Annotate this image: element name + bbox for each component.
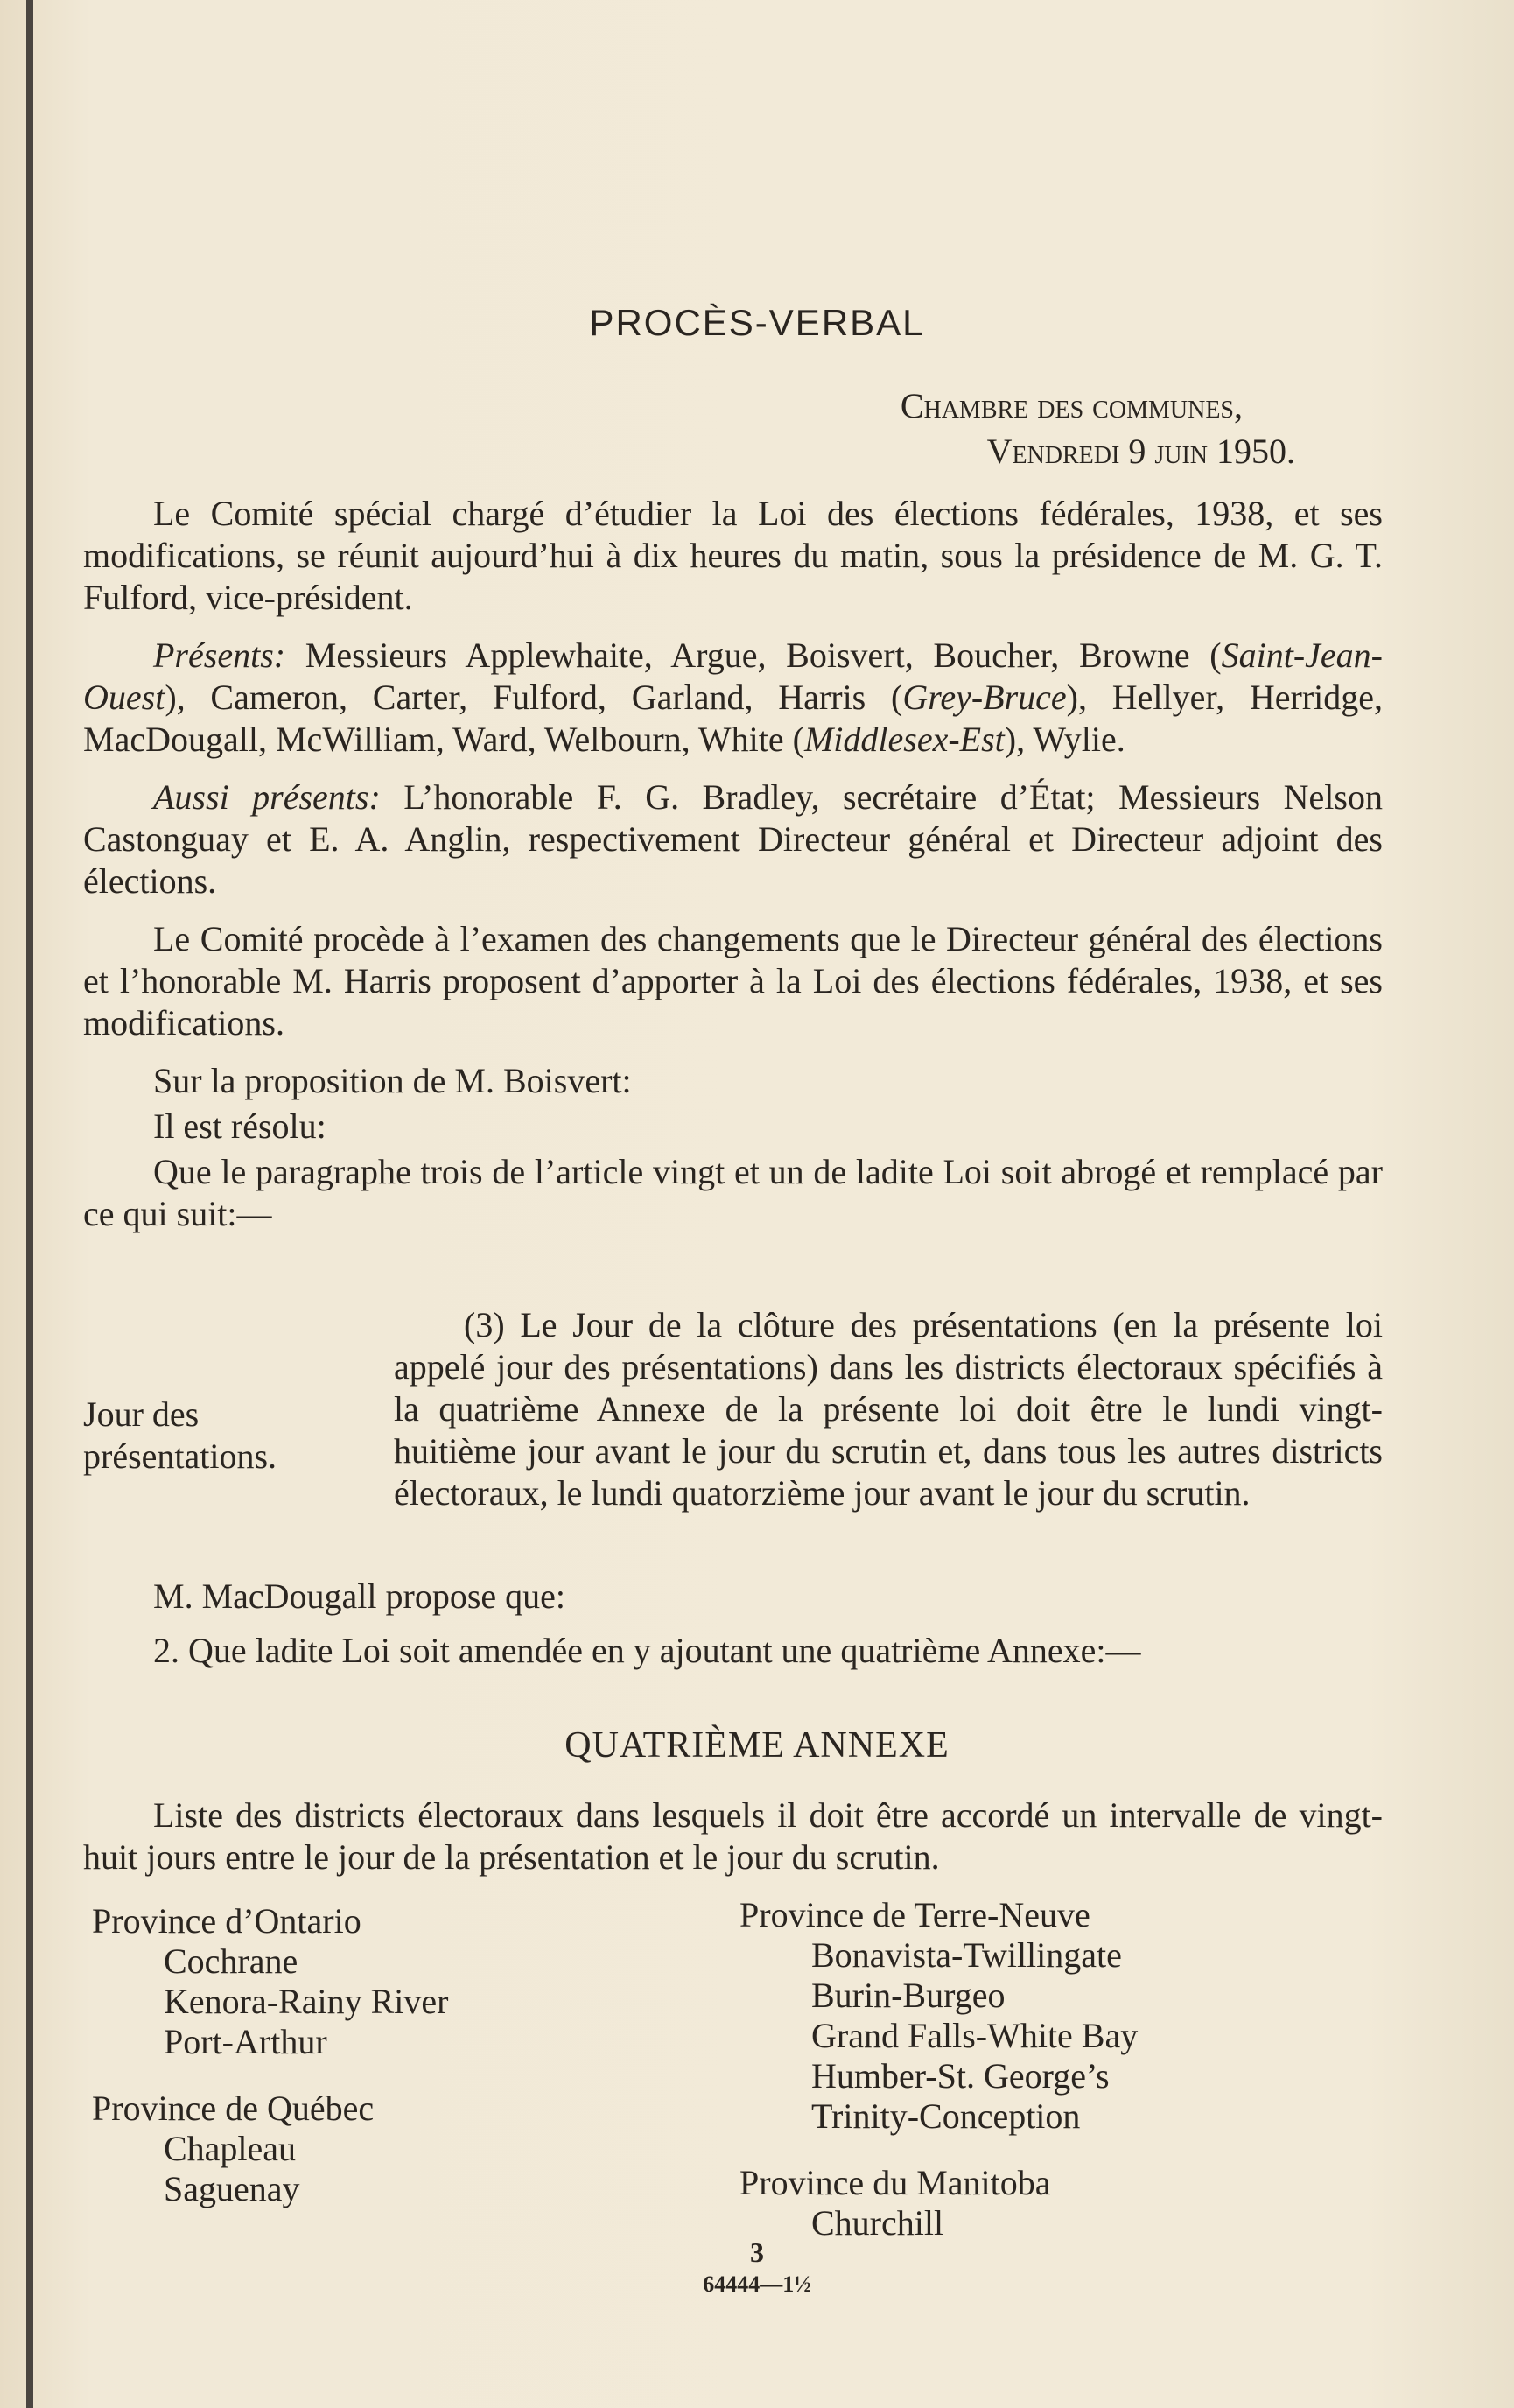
macdougall-line: M. MacDougall propose que:: [153, 1576, 566, 1616]
district-item: Trinity-Conception: [811, 2096, 1081, 2136]
annex-intro-text: Liste des districts électoraux dans lesquels il doit être accordé un intervalle de vingt-huit jours entre le jour de la présentation et le jour du scrutin.: [83, 1795, 1383, 1877]
aussi-label: Aussi présents:: [153, 777, 381, 817]
que-paragraph: Que le paragraphe trois de l’article vingt et un de ladite Loi soit abrogé et remplacé par ce qui suit:—: [83, 1152, 1383, 1233]
margin-note: [83, 1394, 372, 1478]
opening-paragraph: Le Comité spécial chargé d’étudier la Loi des élections fédérales, 1938, et ses modifications, se réunit aujourd’hui à dix heures du matin, sous la présidence de M. G. T. Fulford, vice-président.: [83, 494, 1383, 617]
province-name: Province du Manitoba: [739, 2163, 1051, 2202]
margin-note-line-1: Jour des: [83, 1394, 200, 1434]
province-group: [739, 1895, 1383, 2137]
annex-intro: [83, 1794, 1383, 1878]
page-title: PROCÈS-VERBAL: [589, 302, 925, 343]
province-group: [739, 2163, 1383, 2243]
district-item: Cochrane: [164, 1941, 298, 1981]
presents-text-c: ), Hellyer, Herridge, MacDougall, McWilliam, Ward, Welbourn, White (: [83, 677, 1384, 759]
districts-left-column: [92, 1901, 652, 2236]
header-block: [83, 385, 1383, 473]
districts-right-column: [739, 1895, 1383, 2270]
province-name: Province de Terre-Neuve: [739, 1895, 1090, 1934]
district-item: Bonavista-Twillingate: [811, 1935, 1122, 1975]
province-name: Province d’Ontario: [92, 1901, 361, 1941]
presents-label: Présents:: [153, 635, 286, 675]
binding-edge: [26, 0, 33, 2408]
aussi-presents-paragraph: [83, 776, 1383, 902]
presents-riding-1: Saint-Jean-Ouest: [83, 635, 1383, 717]
district-item: Humber-St. George’s: [811, 2056, 1110, 2096]
minutes-body: [83, 493, 1383, 1235]
presents-paragraph: [83, 635, 1383, 761]
district-item: Kenora-Rainy River: [164, 1982, 449, 2021]
motion-block: [83, 1576, 1383, 1672]
district-item: Churchill: [811, 2203, 944, 2243]
presents-riding-3: Middlesex-Est: [803, 720, 1005, 759]
amendment-paragraph: (3) Le Jour de la clôture des présentations (en la présente loi appelé jour des présentations) dans les districts électoraux spécifiés à la quatrième Annexe de la présente loi doit être le lundi vingt-huitième jour avant le jour du scrutin et, dans tous les autres districts électoraux, le lundi quatorzième jour avant le jour du scrutin.: [394, 1305, 1383, 1513]
chamber-line: Chambre des communes,: [900, 386, 1243, 425]
resolu-line: Il est résolu:: [153, 1106, 326, 1146]
district-item: Chapleau: [164, 2129, 297, 2168]
page-number: 3: [750, 2236, 764, 2268]
presents-text-b: ), Cameron, Carter, Fulford, Garland, Harris (: [165, 677, 903, 717]
item-2-line: 2. Que ladite Loi soit amendée en y ajoutant une quatrième Annexe:—: [153, 1631, 1141, 1670]
district-item: Burin-Burgeo: [811, 1976, 1006, 2015]
district-item: Port-Arthur: [164, 2022, 327, 2061]
district-item: Grand Falls-White Bay: [811, 2016, 1139, 2055]
date-text: Vendredi 9 juin 1950.: [986, 432, 1295, 471]
presents-riding-2: Grey-Bruce: [902, 677, 1067, 717]
aussi-text: L’honorable F. G. Bradley, secrétaire d’État; Messieurs Nelson Castonguay et E. A. Anglin, respectivement Directeur général et Directeur adjoint des élections.: [83, 777, 1383, 901]
examen-paragraph: Le Comité procède à l’examen des changements que le Directeur général des élections et l’honorable M. Harris proposent d’apporter à la Loi des élections fédérales, 1938, et ses modifications.: [83, 919, 1383, 1043]
margin-note-line-2: présentations.: [83, 1436, 277, 1476]
province-name: Province de Québec: [92, 2089, 375, 2128]
district-item: Saguenay: [164, 2169, 300, 2208]
province-group: [92, 2089, 652, 2209]
print-code: 64444—1½: [703, 2271, 811, 2297]
annex-title: QUATRIÈME ANNEXE: [564, 1725, 950, 1766]
presents-text-d: ), Wylie.: [1004, 720, 1125, 759]
amendment-text: [394, 1304, 1383, 1514]
presents-text-a: Messieurs Applewhaite, Argue, Boisvert, Boucher, Browne (: [285, 635, 1222, 675]
province-group: [92, 1901, 652, 2062]
proposition-line: Sur la proposition de M. Boisvert:: [153, 1061, 632, 1100]
date-line: [83, 431, 1383, 473]
